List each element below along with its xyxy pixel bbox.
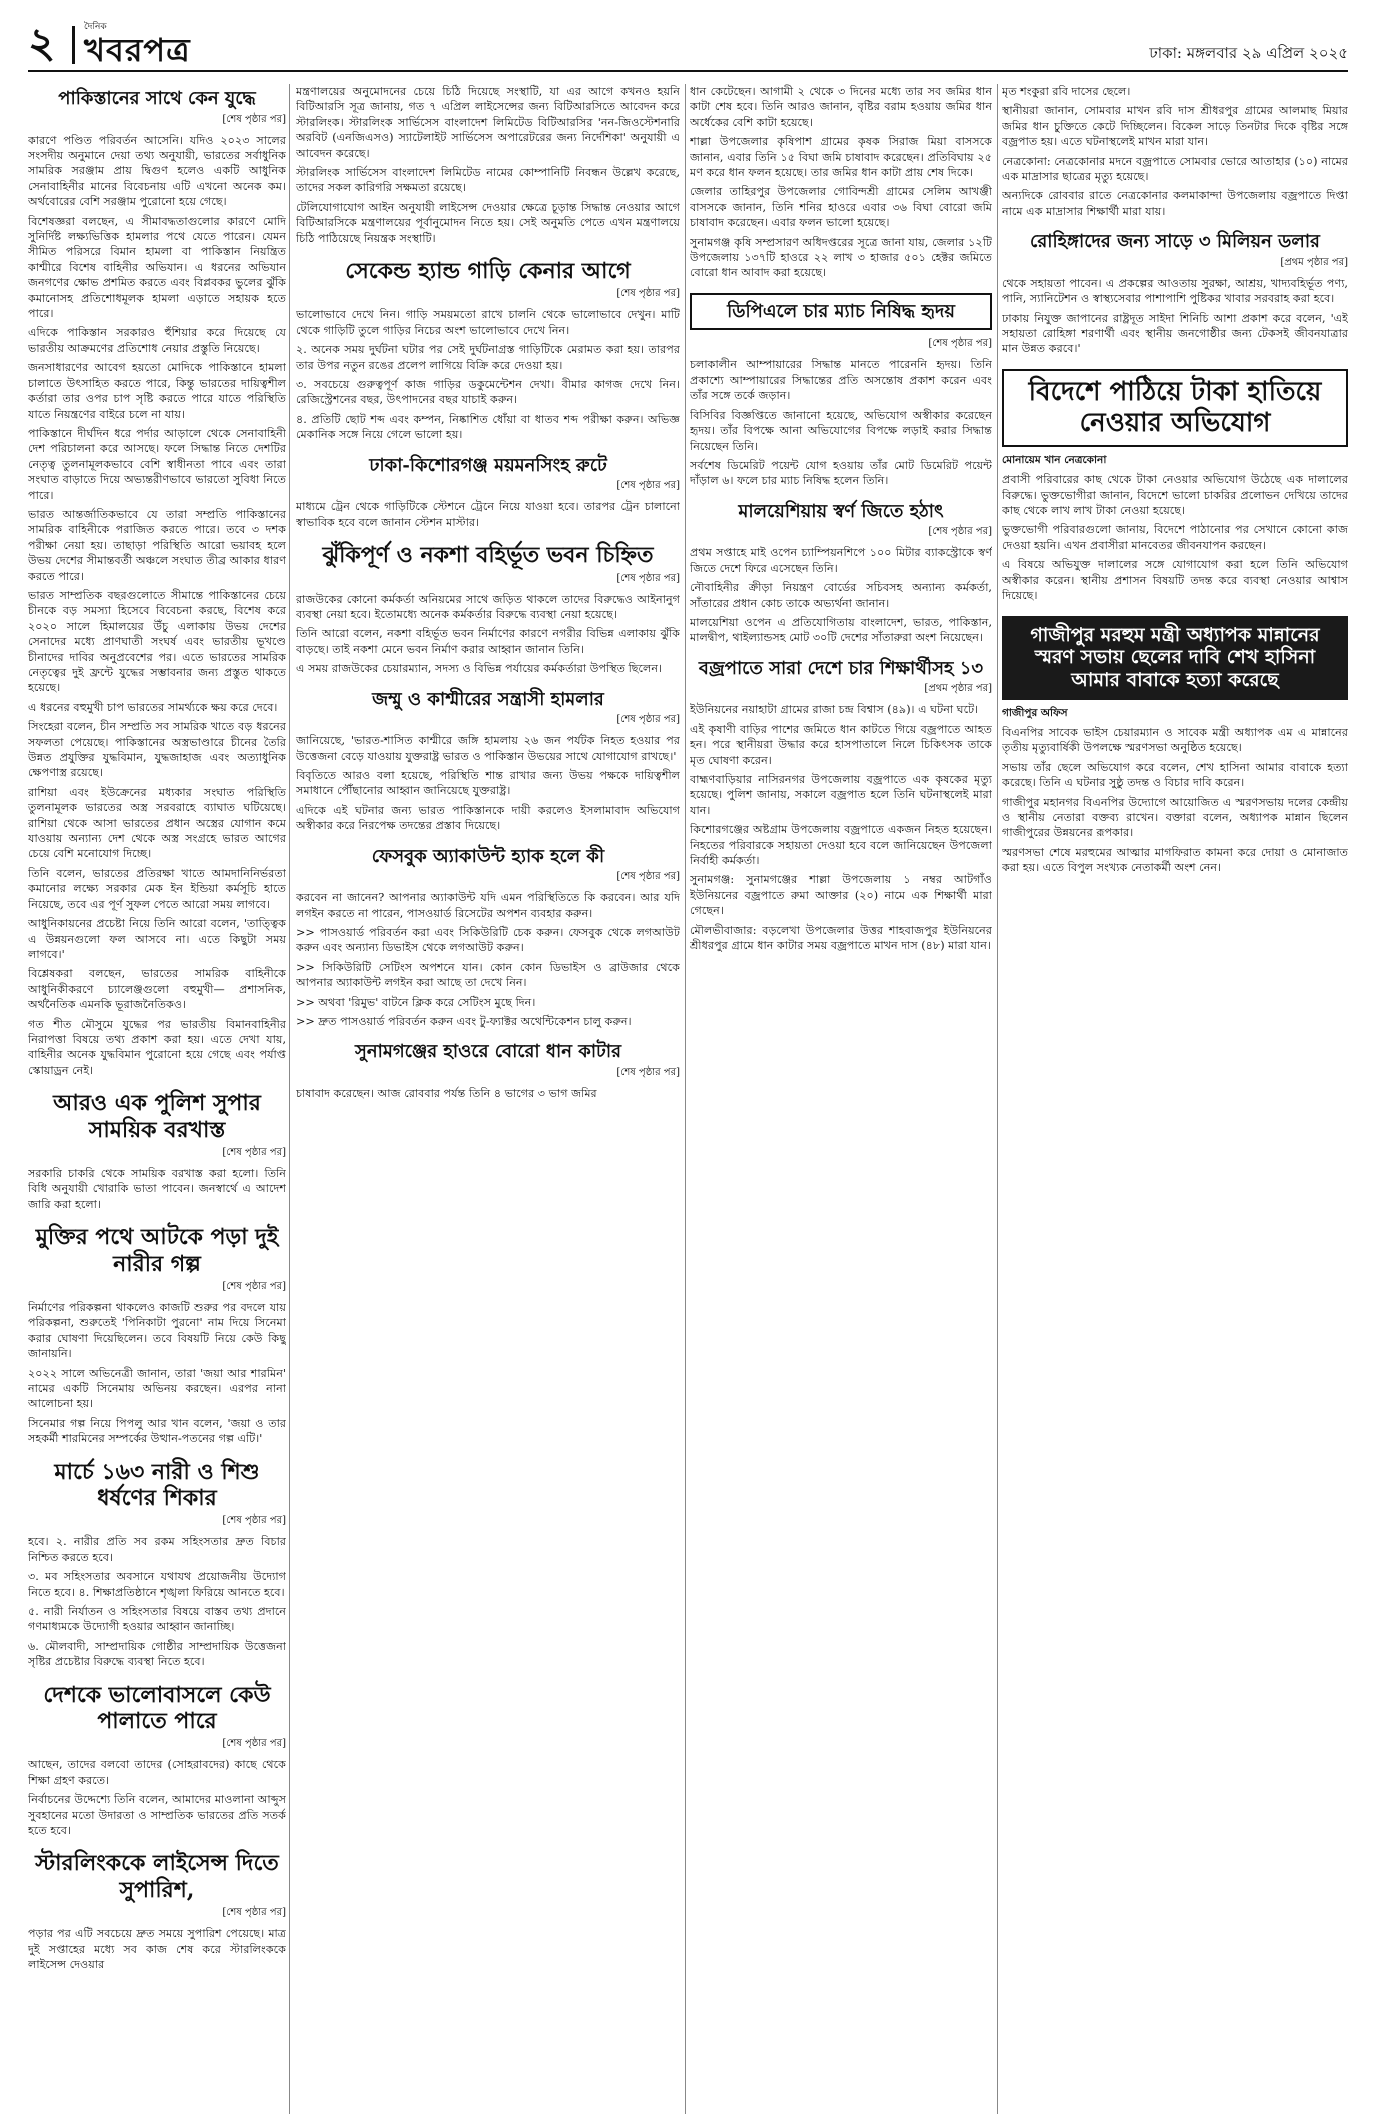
article-paragraph: তিনি বলেন, ভারতের প্রতিরক্ষা খাতে আমদানিনির্ভরতা কমানোর লক্ষ্যে সরকার মেক ইন ইন্ডিয়া কর্মসূচি হাতে নিয়েছে, তবে এর পূর্ণ সুফল পেতে আরো সময় লাগবে। — [28, 866, 286, 911]
article-paragraph: ৩. মব সহিংসতার অবসানে যথাযথ প্রয়োজনীয় উদ্যোগ নিতে হবে। ৪. শিক্ষাপ্রতিষ্ঠানে শৃঙ্খলা ফিরিয়ে আনতে হবে। — [28, 1570, 286, 1599]
article-paragraph: এদিকে পাকিস্তান সরকারও হুঁশিয়ার করে দিয়েছে যে ভারতীয় আক্রমণের প্রতিশোধ নেয়ার প্রস্তুতি নিয়েছে। — [28, 326, 286, 355]
article-paragraph: আছেন, তাদের বলবো তাদের (সোহরাবদের) কাছে থেকে শিক্ষা গ্রহণ করতে। — [28, 1758, 286, 1787]
article-paragraph: জনসাধারণের আবেগ হয়তো মোদিকে পাকিস্তানে হামলা চালাতে উৎসাহিত করতে পারে, কিন্তু ভারতের দায়িত্বশীল কর্তারা তার ওপর চাপ সৃষ্টি করতে পারে যাতে পরিস্থিতি যাতে নিয়ন্ত্রণের বাইরে চলে না যায়। — [28, 361, 286, 421]
article-paragraph: চাষাবাদ করেছেন। আজ রোববার পর্যন্ত তিনি ৪ ভাগের ৩ ভাগ জমির — [296, 1087, 597, 1100]
article-secondhand-car — [296, 258, 680, 443]
article-paragraph: টেলিযোগাযোগ আইন অনুযায়ী লাইসেন্স দেওয়ার ক্ষেত্রে চূড়ান্ত সিদ্ধান্ত নেওয়ার আগে বিটিআরসিকে মন্ত্রণালয়ের পূর্বানুমোদন নিতে হয়। সেই অনুমতি পেতে এখন মন্ত্রণালয়ে চিঠি পাঠিয়েছে নিয়ন্ত্রক সংস্থাটি। — [296, 200, 680, 245]
column-rule — [685, 84, 686, 2114]
article-headline: দেশকে ভালোবাসলে কেউ পালাতে পারে — [43, 1681, 271, 1735]
article-paragraph: ৬. মৌলবাদী, সাম্প্রদায়িক গোষ্ঠীর সাম্প্রদায়িক উত্তেজনা সৃষ্টির প্রচেষ্টার বিরুদ্ধে ব্যবস্থা নিতে হবে। — [28, 1639, 286, 1669]
article-paragraph: ৪. প্রতিটি ছোট শব্দ এবং কম্পন, নিষ্কাশিত ধোঁয়া বা ধাতব শব্দ পরীক্ষা করুন। অভিজ্ঞ মেকানিক সঙ্গে নিয়ে গেলে ভালো হয়। — [296, 412, 680, 442]
article-paragraph: স্থানীয়রা জানান, সোমবার মাখন রবি দাস শ্রীধরপুর গ্রামের আলমাছ মিয়ার জমির ধান চুক্তিতে কেটে দিচ্ছিলেন। বিকেল সাড়ে তিনটার দিকে বৃষ্টির সঙ্গে বজ্রপাত হয়। এতে ঘটনাস্থলেই মাখন মারা যান। — [1002, 104, 1348, 149]
article-paragraph: গাজীপুর মহানগর বিএনপির উদ্যোগে আয়োজিত এ স্মরণসভায় দলের কেন্দ্রীয় ও স্থানীয় নেতারা বক্তব্য রাখেন। বক্তারা বলেন, অধ্যাপক মান্নান ছিলেন গাজীপুরের উন্নয়নের রূপকার। — [1002, 795, 1348, 840]
article-body — [28, 1534, 286, 1669]
article-paragraph: এদিকে এই ঘটনার জন্য ভারত পাকিস্তানকে দায়ী করলেও ইসলামাবাদ অভিযোগ অস্বীকার করে নিরপেক্ষ তদন্তের প্রস্তাব দিয়েছে। — [296, 803, 680, 833]
brand-logo — [84, 22, 191, 68]
article-haor-continued — [690, 84, 992, 281]
article-paragraph: প্রবাসী পরিবারের কাছ থেকে টাকা নেওয়ার অভিযোগ উঠেছে এক দালালের বিরুদ্ধে। ভুক্তভোগীরা জানান, বিদেশে ভালো চাকরির প্রলোভন দেখিয়ে তাদের কাছ থেকে লাখ লাখ টাকা নেওয়া হয়েছে। — [1002, 473, 1348, 518]
article-paragraph: সুনামগঞ্জ কৃষি সম্প্রসারণ অধিদপ্তরের সূত্রে জানা যায়, জেলার ১২টি উপজেলায় ১৩৭টি হাওরে ২২ লাখ ৩ হাজার ৫০১ হেক্টর জমিতে বোরো ধান আবাদ করা হয়েছে। — [690, 235, 992, 280]
article-paragraph: মৌলভীবাজার: বড়লেখা উপজেলার উত্তর শাহবাজপুর ইউনিয়নের শ্রীধরপুর গ্রামে ধান কাটার সময় বজ্রপাতে মাখন দাস (৪৮) মারা যান। — [690, 923, 992, 953]
article-paragraph: বাহ্মণবাড়িয়ার নাসিরনগর উপজেলায় বজ্রপাতে এক কৃষকের মৃত্যু হয়েছে। পুলিশ জানায়, সকালে বজ্রপাত হলে তিনি ঘটনাস্থলেই মারা যান। — [690, 772, 992, 817]
article-paragraph: >> পাসওয়ার্ড পরিবর্তন করা এবং সিকিউরিটি চেক করুন। ফেসবুক থেকে লগআউট করুন এবং অন্যান্য ডিভাইস থেকে লগআউট করুন। — [296, 925, 680, 955]
article-headline: মার্চে ১৬৩ নারী ও শিশু ধর্ষণের শিকার — [54, 1458, 260, 1511]
article-paragraph: থেকে সহায়তা পাবেন। এ প্রকল্পের আওতায় সুরক্ষা, আশ্রয়, খাদ্যবহির্ভূত পণ্য, পানি, স্যানিটেশন ও স্বাস্থ্যসেবার পাশাপাশি পুষ্টিকর খাবার সরবরাহ করা হবে। — [1002, 276, 1348, 306]
column-rule — [289, 84, 290, 2114]
headline-box — [1002, 369, 1348, 447]
continuation-note: [শেষ পৃষ্ঠার পর] — [616, 714, 680, 726]
article-byline: মোনায়েম খান নেত্রকোনা — [1002, 454, 1107, 467]
continuation-note: [শেষ পৃষ্ঠার পর] — [222, 1280, 286, 1292]
article-headline: রোহিঙ্গাদের জন্য সাড়ে ৩ মিলিয়ন ডলার — [1030, 231, 1320, 253]
article-paragraph: করবেন না জানেন? আপনার অ্যাকাউন্ট যদি এমন পরিস্থিতিতে কি করবেন। আর যদি লগইন করতে না পারেন, পাসওয়ার্ড রিসেটের অপশন ব্যবহার করুন। — [296, 891, 680, 920]
masthead-divider — [72, 26, 75, 64]
article-paragraph: মৃত শংকুরা রবি দাসের ছেলে। — [1002, 85, 1131, 98]
article-paragraph: নির্বাচনের উদ্দেশ্যে তিনি বলেন, আমাদের মাওলানা আব্দুস সুবহানের মতো উদারতা ও সাম্প্রতিক ভারতের প্রতি সতর্ক হতে হবে। — [28, 1793, 286, 1838]
column-rule — [997, 84, 998, 2114]
article-body — [690, 357, 992, 488]
article-paragraph: বিবৃতিতে আরও বলা হয়েছে, পরিস্থিতি শান্ত রাখার জন্য উভয় পক্ষকে দায়িত্বশীল সমাধানে পৌঁছানোর আহ্বান জানিয়েছে যুক্তরাষ্ট্র। — [296, 768, 680, 798]
article-paragraph: জানিয়েছে, 'ভারত-শাসিত কাশ্মীরে জঙ্গি হামলায় ২৬ জন পর্যটক নিহত হওয়ার পর উত্তেজনা বেড়ে যাওয়ায় যুক্তরাষ্ট্র ভারত ও পাকিস্তান উভয়ের সাথে যোগাযোগ রাখছে।' — [296, 734, 680, 763]
article-paragraph: হবে। ২. নারীর প্রতি সব রকম সহিংসতার দ্রুত বিচার নিশ্চিত করতে হবে। — [28, 1535, 286, 1564]
continuation-note: [শেষ পৃষ্ঠার পর] — [222, 1738, 286, 1750]
article-abroad-fraud — [1002, 369, 1348, 604]
article-kashmir-attack — [296, 689, 680, 834]
article-headline: মুক্তির পথে আটকে পড়া দুই নারীর গল্প — [35, 1224, 279, 1277]
article-paragraph: সর্বশেষ ডিমেরিট পয়েন্ট যোগ হওয়ায় তাঁর মোট ডিমেরিট পয়েন্ট দাঁড়াল ৬। ফলে চার ম্যাচ নিষিদ্ধ হলেন তিনি। — [690, 458, 992, 488]
column-2 — [296, 84, 680, 2114]
article-headline: বজ্রপাতে সারা দেশে চার শিক্ষার্থীসহ ১৩ — [698, 657, 984, 679]
article-lightning-deaths — [690, 658, 992, 954]
article-headline: মালয়েশিয়ায় স্বর্ণ জিতে হঠাৎ — [738, 500, 944, 522]
article-body — [28, 133, 286, 1079]
article-paragraph: সুনামগঞ্জ: সুনামগঞ্জের শাল্লা উপজেলায় ১ নম্বর আটগাঁও ইউনিয়নের বজ্রপাতে রুমা আক্তার (২০) নামে এক শিক্ষার্থী মারা গেছেন। — [690, 873, 992, 918]
article-paragraph: >> দ্রুত পাসওয়ার্ড পরিবর্তন করুন এবং টু-ফ্যাক্টর অথেন্টিকেশন চালু করুন। — [296, 1015, 632, 1028]
article-paragraph: নৌবাহিনীর ক্রীড়া নিয়ন্ত্রণ বোর্ডের সচিবসহ অন্যান্য কর্মকর্তা, সাঁতারের প্রধান কোচ তাকে অভ্যর্থনা জানান। — [690, 581, 992, 610]
article-paragraph: শাল্লা উপজেলার কৃষিপাশ গ্রামের কৃষক সিরাজ মিয়া বাসসকে জানান, এবার তিনি ১৫ বিঘা জমি চাষাবাদ করেছেন। প্রতিবিঘায় ২৫ মণ করে ধান ফলন হয়েছে। তার জমির ধান কাটা প্রায় শেষ দিকে। — [690, 135, 992, 180]
article-paragraph: ইউনিয়নের নয়াহাটা গ্রামের রাজা চন্দ্র বিশ্বাস (৪৯)। এ ঘটনা ঘটে। — [690, 703, 979, 717]
article-paragraph: মাধ্যমে ট্রেন থেকে গাড়িটিকে স্টেশনে ট্রেনে নিয়ে যাওয়া হবে। তারপর ট্রেন চালানো স্বাভাবিক হবে বলে জানান স্টেশন মাস্টার। — [296, 500, 680, 529]
article-police-suspended — [28, 1090, 286, 1212]
article-body — [296, 307, 680, 442]
continuation-note: [প্রথম পৃষ্ঠার পর] — [1280, 256, 1348, 268]
article-paragraph: গত শীত মৌসুমে যুদ্ধের পর ভারতীয় বিমানবাহিনীর নিরাপত্তা বিষয়ে তথ্য প্রকাশ করা হয়। এতে দেখা যায়, বাহিনীর অনেক যুদ্ধবিমান পুরোনো হয়ে গেছে এবং পর্যাপ্ত স্কোয়াড্রন নেই। — [28, 1017, 286, 1077]
article-byline: গাজীপুর অফিস — [1002, 706, 1068, 719]
article-paragraph: সভায় তাঁর ছেলে অভিযোগ করে বলেন, শেখ হাসিনা আমার বাবাকে হত্যা করেছে। তিনি এ ঘটনার সুষ্ঠু তদন্ত ও বিচার দাবি করেন। — [1002, 760, 1348, 790]
article-headline: সুনামগঞ্জের হাওরে বোরো ধান কাটার — [355, 1041, 621, 1063]
column-3 — [690, 84, 992, 2114]
column-1 — [28, 84, 286, 2114]
article-headline: স্টারলিংককে লাইসেন্স দিতে সুপারিশ, — [35, 1850, 279, 1903]
article-body — [28, 1300, 286, 1447]
article-paragraph: ২০২২ সালে অভিনেত্রী জানান, তারা 'জয়া আর শারমিন' নামের একটি সিনেমায় অভিনয় করছেন। এরপর নানা আলোচনা হয়। — [28, 1366, 286, 1411]
article-paragraph: >> সিকিউরিটি সেটিংস অপশনে যান। কোন কোন ডিভাইস ও ব্রাউজার থেকে আপনার অ্যাকাউন্ট লগইন করা আছে তা দেখে নিন। — [296, 960, 680, 990]
continuation-note: [শেষ পৃষ্ঠার পর] — [616, 480, 680, 492]
article-starlink-license — [28, 1850, 286, 1972]
article-haor-harvest — [296, 1041, 680, 1101]
article-gazipur-mannan — [1002, 616, 1348, 876]
article-body — [28, 1166, 286, 1212]
article-paragraph: চলাকালীন আম্পায়ারের সিদ্ধান্ত মানতে পারেননি হৃদয়। তিনি প্রকাশ্যে আম্পায়ারের সিদ্ধান্তের প্রতি অসন্তোষ প্রকাশ করেন এবং তাঁর সঙ্গে তর্কে জড়ান। — [690, 358, 992, 403]
article-paragraph: ২. অনেক সময় দুর্ঘটনা ঘটার পর সেই দুর্ঘটনাগ্রস্ত গাড়িটিকে মেরামত করা হয়। তারপর তার উপর নতুন রঙের প্রলেপ লাগিয়ে বিক্রি করে দেওয়া হয়। — [296, 343, 680, 372]
article-paragraph: স্টারলিংক সার্ভিসেস বাংলাদেশ লিমিটেড নামের কোম্পানিটি নিবন্ধন উল্লেখ করেছে, তাদের সকল কারিগরি সক্ষমতা রয়েছে। — [296, 166, 680, 195]
article-paragraph: বিশেষজ্ঞরা বলছেন, এ সীমাবদ্ধতাগুলোর কারণে মোদি সুনির্দিষ্ট লক্ষ্যভিত্তিক হামলার পথে যেতে পারেন। যেমন সীমিত পরিসরে বিমান হামলা বা পাকিস্তান নিয়ন্ত্রিত কাশ্মীরে বিশেষ বাহিনীর অভিযান। এ ধরনের অভিযান জনগণের ক্ষোভ প্রশমিত করতে এবং বিপ্লবকর ভুলের ঝুঁকি কমানোসহ প্রতিশোধমূলক হামলা এড়াতে সহায়ক হতে পারে। — [28, 214, 286, 321]
continuation-note: [শেষ পৃষ্ঠার পর] — [222, 113, 286, 125]
article-headline: ঝুঁকিপূর্ণ ও নকশা বহির্ভূত ভবন চিহ্নিত — [322, 542, 654, 569]
article-paragraph: রাশিয়া এবং ইউক্রেনের মধ্যকার সংঘাত পরিস্থিতি তুলনামূলক ভারতের অস্ত্র সরবরাহে ব্যাঘাত ঘটিয়েছে। রাশিয়া থেকে আসা ভারতের প্রধান অস্ত্রের যোগান কমে যাওয়ায় অন্যান্য দেশ থেকে অস্ত্র সংগ্রহে ভারত আগের চেয়ে বেশি মনোযোগ দিচ্ছে। — [28, 785, 286, 861]
article-paragraph: নেত্রকোনা: নেত্রকোনার মদনে বজ্রপাতে সোমবার ভোরে আতাহার (১০) নামের এক মাদ্রাসার ছাত্রের মৃত্যু হয়েছে। — [1002, 154, 1348, 184]
article-body — [296, 499, 680, 530]
article-paragraph: সিংহেরা বলেন, চীন সম্প্রতি সব সামরিক খাতে বড় ধরনের সফলতা পেয়েছে। পাকিস্তানের অস্ত্রভাণ্ডারে চীনের তৈরি উন্নত প্রযুক্তির যুদ্ধবিমান, যুদ্ধজাহাজ এবং অত্যাধুনিক ক্ষেপণাস্ত্র রয়েছে। — [28, 720, 286, 780]
article-body — [296, 890, 680, 1029]
continuation-note: [শেষ পৃষ্ঠার পর] — [222, 1515, 286, 1527]
continuation-note: [শেষ পৃষ্ঠার পর] — [616, 572, 680, 584]
continuation-note: [শেষ পৃষ্ঠার পর] — [928, 526, 992, 538]
article-paragraph: মালয়েশিয়া ওপেন এ প্রতিযোগিতায় বাংলাদেশ, ভারত, পাকিস্তান, মালদ্বীপ, থাইল্যান্ডসহ মোট ৩০টি দেশের সাঁতারুরা অংশ নিয়েছেন। — [690, 615, 992, 645]
article-paragraph: >> অথবা 'রিমুভ' বাটনে ক্লিক করে সেটিংস মুছে দিন। — [296, 995, 536, 1009]
article-paragraph: প্রথম সপ্তাহে মাই ওপেন চ্যাম্পিয়নশিপে ১০০ মিটার ব্যাকস্ট্রোকে স্বর্ণ জিতে দেশে ফিরে এসেছেন তিনি। — [690, 546, 992, 575]
article-paragraph: বিশ্লেষকরা বলছেন, ভারতের সামরিক বাহিনীকে আধুনিকীকরণে চ্যালেঞ্জগুলো বহুমুখী— প্রশাসনিক, অর্থনৈতিক এমনকি ভূরাজনৈতিকও। — [28, 967, 286, 1012]
issue-date: ঢাকা: মঙ্গলবার ২৯ এপ্রিল ২০২৫ — [1149, 44, 1348, 62]
article-paragraph: মন্ত্রণালয়ের অনুমোদনের চেয়ে চিঠি দিয়েছে সংস্থাটি, যা এর আগে কখনও হয়নি বিটিআরসি সূত্র জানায়, গত ৭ এপ্রিল লাইসেন্সের জন্য বিটিআরসিতে আবেদন করে স্টারলিংক। স্টারলিংক সার্ভিসেস বাংলাদেশ লিমিটেড বিটিআরসির 'নন-জিওস্টেশনারি অরবিট (এনজিএসও) স্যাটেলাইট সার্ভিসেস অপারেটরের জন্য নির্দেশিকা' অনুযায়ী এ আবেদন করেছে। — [296, 85, 680, 160]
article-march-violence — [28, 1459, 286, 1670]
article-paragraph: কিশোরগঞ্জের অষ্টগ্রাম উপজেলায় বজ্রপাতে একজন নিহত হয়েছেন। নিহতের পরিবারকে সহায়তা দেওয়া হবে বলে জানিয়েছেন উপজেলা নির্বাহী কর্মকর্তা। — [690, 823, 992, 867]
article-headline: আরও এক পুলিশ সুপার সাময়িক বরখাস্ত — [53, 1090, 261, 1143]
article-body — [1002, 276, 1348, 357]
article-paragraph: ৫. নারী নির্যাতন ও সহিংসতার বিষয়ে বাস্তব তথ্য প্রদানে গণমাধ্যমকে উদ্যোগী হওয়ার আহ্বান জানাচ্ছি। — [28, 1605, 286, 1634]
article-paragraph: এ সময় রাজউকের চেয়ারম্যান, সদস্য ও বিভিন্ন পর্যায়ের কর্মকর্তারা উপস্থিত ছিলেন। — [296, 662, 663, 676]
article-lightning-continued — [1002, 84, 1348, 219]
article-body — [690, 84, 992, 281]
article-paragraph: ৩. সবচেয়ে গুরুত্বপূর্ণ কাজ গাড়ির ডকুমেন্টেশন দেখা। বীমার কাগজ দেখে নিন। রেজিস্ট্রেশনের বছর, উৎপাদনের বছর যাচাই করুন। — [296, 378, 680, 407]
article-paragraph: সরকারি চাকরি থেকে সাময়িক বরখাস্ত করা হলো। তিনি বিধি অনুযায়ী খোরাকি ভাতা পাবেন। জনস্বার্থে এ আদেশ জারি করা হলো। — [28, 1166, 286, 1211]
article-paragraph: এই কৃষাণী বাড়ির পাশের জমিতে ধান কাটতে গিয়ে বজ্রপাতে আহত হন। পরে স্থানীয়রা উদ্ধার করে হাসপাতালে নিলে চিকিৎসক তাকে মৃত ঘোষণা করেন। — [690, 722, 992, 767]
article-body — [690, 545, 992, 645]
article-headline: জম্মু ও কাশ্মীরের সন্ত্রাসী হামলার — [372, 688, 604, 710]
article-paragraph: ভারত সাম্প্রতিক বছরগুলোতে সীমান্তে পাকিস্তানের চেয়ে চীনকে বড় সমস্যা হিসেবে বিবেচনা করছে, বিশেষ করে ২০২০ সালে হিমালয়ের উঁচু এলাকায় উভয় দেশের সেনাদের মধ্যে প্রাণঘাতী সংঘর্ষ এবং ভারতীয় ভূখণ্ডে চীনাদের দাবির অনুপ্রবেশের পর। এতে ভারতের সামরিক নেতৃত্বের দুই ফ্রন্টে যুদ্ধের সম্ভাবনার জন্য প্রস্তুত থাকতে হয়েছে। — [28, 588, 286, 695]
article-headline: ডিপিএলে চার ম্যাচ নিষিদ্ধ হৃদয় — [727, 300, 955, 322]
article-paragraph: আধুনিকায়নের প্রচেষ্টা নিয়ে তিনি আরো বলেন, 'তাত্ত্বিক এ উন্নয়নগুলো ফল আসবে না। এতে কিছুটা সময় লাগবে।' — [28, 917, 286, 961]
article-headline: ফেসবুক অ্যাকাউন্ট হ্যাক হলে কী — [371, 845, 605, 867]
continuation-note: [শেষ পৃষ্ঠার পর] — [222, 1146, 286, 1158]
article-headline: গাজীপুর মরহুম মন্ত্রী অধ্যাপক মান্নানের স্মরণ সভায় ছেলের দাবি শেখ হাসিনা আমার বাবাকে হত্যা করেছে — [1030, 623, 1320, 692]
article-headline: বিদেশে পাঠিয়ে টাকা হাতিয়ে নেওয়ার অভিযোগ — [1028, 376, 1322, 439]
article-body — [690, 702, 992, 953]
article-starlink-continued — [296, 84, 680, 246]
continuation-note: [শেষ পৃষ্ঠার পর] — [928, 338, 992, 350]
continuation-note: [শেষ পৃষ্ঠার পর] — [616, 288, 680, 300]
article-paragraph: ভারত আন্তর্জাতিকভাবে যে তারা সম্প্রতি পাকিস্তানের সামরিক বাহিনীকে পরাজিত করতে পারে। তবে ৩ দশক পরীক্ষা নেয়া হয়। তাছাড়া পরিস্থিতি আরো ভয়াবহ হলে উভয় দেশের সীমান্তবর্তী অঞ্চলে সংঘাত তীব্র আকার ধারণ করতে পারে। — [28, 507, 286, 583]
article-paragraph: সিনেমার গল্প নিয়ে পিপলু আর খান বলেন, 'জয়া ও তার সহকর্মী শারমিনের সম্পর্কের উত্থান-পতনের গল্প এটি।' — [28, 1416, 286, 1446]
article-headline: পাকিস্তানের সাথে কেন যুদ্ধে — [58, 88, 256, 109]
article-paragraph: স্মরণসভা শেষে মরহুমের আত্মার মাগফিরাত কামনা করে দোয়া ও মোনাজাত করা হয়। এতে বিপুল সংখ্যক নেতাকর্মী অংশ নেন। — [1002, 845, 1348, 875]
article-rohingya-aid — [1002, 231, 1348, 357]
article-headline: ঢাকা-কিশোরগঞ্জ ময়মনসিংহ রুটে — [369, 454, 607, 476]
article-paragraph: কারণে পণ্ডিত পরিবর্তন আসেনি। যদিও ২০২৩ সালের সংসদীয় অনুমানে দেয়া তথ্য অনুযায়ী, ভারতের সর্বাধুনিক সামরিক সরঞ্জাম প্রায় দ্বিগুণ হলেও একটি আধুনিক সেনাবাহিনীর মানের বিবেচনায় এটি এখনো অনেক কম। অর্থবোরের বেশি সরঞ্জাম পুরোনো হয়ে গেছে। — [28, 133, 286, 209]
article-paragraph: ঢাকায় নিযুক্ত জাপানের রাষ্ট্রদূত সাইদা শিনিচি আশা প্রকাশ করে বলেন, 'এই সহায়তা রোহিঙ্গা শরণার্থী এবং স্থানীয় জনগোষ্ঠীর জন্য টেকসই জীবনযাত্রার মান উন্নত করবে।' — [1002, 311, 1348, 356]
article-pakistan-war — [28, 88, 286, 1078]
article-body — [1002, 84, 1348, 219]
continuation-note: [শেষ পৃষ্ঠার পর] — [616, 871, 680, 883]
article-body — [28, 1757, 286, 1838]
article-headline: সেকেন্ড হ্যান্ড গাড়ি কেনার আগে — [345, 258, 631, 285]
article-paragraph: বিসিবির বিজ্ঞপ্তিতে জানানো হয়েছে, অভিযোগ অস্বীকার করেছেন হৃদয়। তাঁর বিপক্ষে আনা অভিযোগের বিপক্ষে লড়াই করার সিদ্ধান্ত নিয়েছেন তিনি। — [690, 408, 992, 453]
page-number: ২ — [28, 18, 56, 67]
continuation-note: [শেষ পৃষ্ঠার পর] — [616, 1067, 680, 1078]
headline-box — [690, 293, 992, 331]
column-4 — [1002, 84, 1348, 2114]
article-paragraph: এ ধরনের বহুমুখী চাপ ভারতের সামর্থ্যকে ক্ষয় করে দেবে। — [28, 700, 278, 714]
article-malaysia-gold — [690, 501, 992, 646]
article-facebook-hack — [296, 846, 680, 1030]
article-paragraph: পাকিস্তানে দীর্ঘদিন ধরে পর্দার আড়ালে থেকে সেনাবাহিনী দেশ পরিচালনা করে আসছে। ফলে সিদ্ধান্ত নিতে দেশটির নেতৃত্ব তুলনামূলকভাবে বেশি স্বাধীনতা পাবে এবং তারা সংঘাত বাড়াতে দিয়ে অভ্যন্তরীণভাবে ভারতো সুবিধা নিতে পারে। — [28, 426, 286, 502]
headline-banner — [1002, 616, 1348, 700]
article-paragraph: বিএনপির সাবেক ভাইস চেয়ারম্যান ও সাবেক মন্ত্রী অধ্যাপক এম এ মান্নানের তৃতীয় মৃত্যুবার্ষিকী উপলক্ষে স্মরণসভা অনুষ্ঠিত হয়েছে। — [1002, 725, 1348, 755]
brand-name: খবরপত্র — [84, 31, 191, 69]
article-paragraph: ভুক্তভোগী পরিবারগুলো জানায়, বিদেশে পাঠানোর পর সেখানে কোনো কাজ দেওয়া হয়নি। এখন প্রবাসীরা মানবেতর জীবনযাপন করছেন। — [1002, 523, 1348, 552]
article-paragraph: পড়ার পর এটি সবচেয়ে দ্রুত সময়ে সুপারিশ পেয়েছে। মাত্র দুই সপ্তাহের মধ্যে সব কাজ শেষ করে স্টারলিংককে লাইসেন্স দেওয়ার — [28, 1927, 286, 1972]
article-paragraph: জেলার তাহিরপুর উপজেলার গোবিন্দশ্রী গ্রামের সেলিম আখঞ্জী বাসসকে জানান, তিনি শনির হাওরে এবার ৩৬ বিঘা বোরো জমি চাষাবাদ করেছেন। এবার ফলন ভালো হয়েছে। — [690, 185, 992, 230]
article-body — [296, 1086, 680, 1101]
article-two-women — [28, 1224, 286, 1446]
article-paragraph: তিনি আরো বলেন, নকশা বহির্ভূত ভবন নির্মাণের কারণে নগরীর বিভিন্ন এলাকায় ঝুঁকি বাড়ছে। তাই নকশা মেনে ভবন নির্মাণ করার আহ্বান জানান তিনি। — [296, 627, 680, 656]
continuation-note: [প্রথম পৃষ্ঠার পর] — [924, 683, 992, 695]
article-body — [28, 1926, 286, 1972]
article-paragraph: অন্যদিকে রোববার রাতে নেত্রকোনার কলমাকান্দা উপজেলায় বজ্রপাতে দিপ্তা নামে এক মাদ্রাসার শিক্ষার্থী মারা যায়। — [1002, 189, 1348, 218]
article-paragraph: ধান কেটেছেন। আগামী ২ থেকে ৩ দিনের মধ্যে তার সব জমির ধান কাটা শেষ হবে। তিনি আরও জানান, বৃষ্টির বরাম হওয়ায় জমির ধান অর্ধেকের বেশি কাটা হয়েছে। — [690, 85, 992, 129]
article-paragraph: রাজউকের কোনো কর্মকর্তা অনিয়মের সাথে জড়িত থাকলে তাদের বিরুদ্ধেও আইনানুগ ব্যবস্থা নেয়া হবে। ইতোমধ্যে অনেক কর্মকর্তার বিরুদ্ধে ব্যবস্থা নেয়া হয়েছে। — [296, 592, 680, 621]
masthead — [28, 18, 1348, 72]
article-body — [1002, 725, 1348, 876]
brand-prefix: দৈনিক — [84, 22, 107, 32]
article-risky-buildings — [296, 542, 680, 676]
article-paragraph: ভালোভাবে দেখে নিন। গাড়ি সময়মতো রাখে চালনি থেকে ভালোভাবে দেখুন। মাটি থেকে গাড়িটি তুলে গাড়ির নিচের অংশ ভালোভাবে দেখে নিন। — [296, 308, 680, 337]
article-paragraph: নির্মাণের পরিকল্পনা থাকলেও কাজটি শুরুর পর বদলে যায় পরিকল্পনা, শুরুতেই 'পিনিকাটা পুরনো' নাম দিয়ে সিনেমা করার ঘোষণা দিয়েছিলেন। তবে বিষয়টি নিয়ে কেউ কিছু জানায়নি। — [28, 1300, 286, 1361]
article-body — [1002, 472, 1348, 603]
continuation-note: [শেষ পৃষ্ঠার পর] — [222, 1907, 286, 1919]
article-paragraph: এ বিষয়ে অভিযুক্ত দালালের সঙ্গে যোগাযোগ করা হলে তিনি অভিযোগ অস্বীকার করেন। স্থানীয় প্রশাসন বিষয়টি তদন্ত করে ব্যবস্থা নেওয়ার আশ্বাস দিয়েছে। — [1002, 558, 1348, 603]
article-love-country — [28, 1682, 286, 1839]
article-train-route — [296, 455, 680, 530]
article-body — [296, 592, 680, 677]
article-body — [296, 84, 680, 246]
article-body — [296, 733, 680, 833]
article-hridoy-ban — [690, 293, 992, 489]
